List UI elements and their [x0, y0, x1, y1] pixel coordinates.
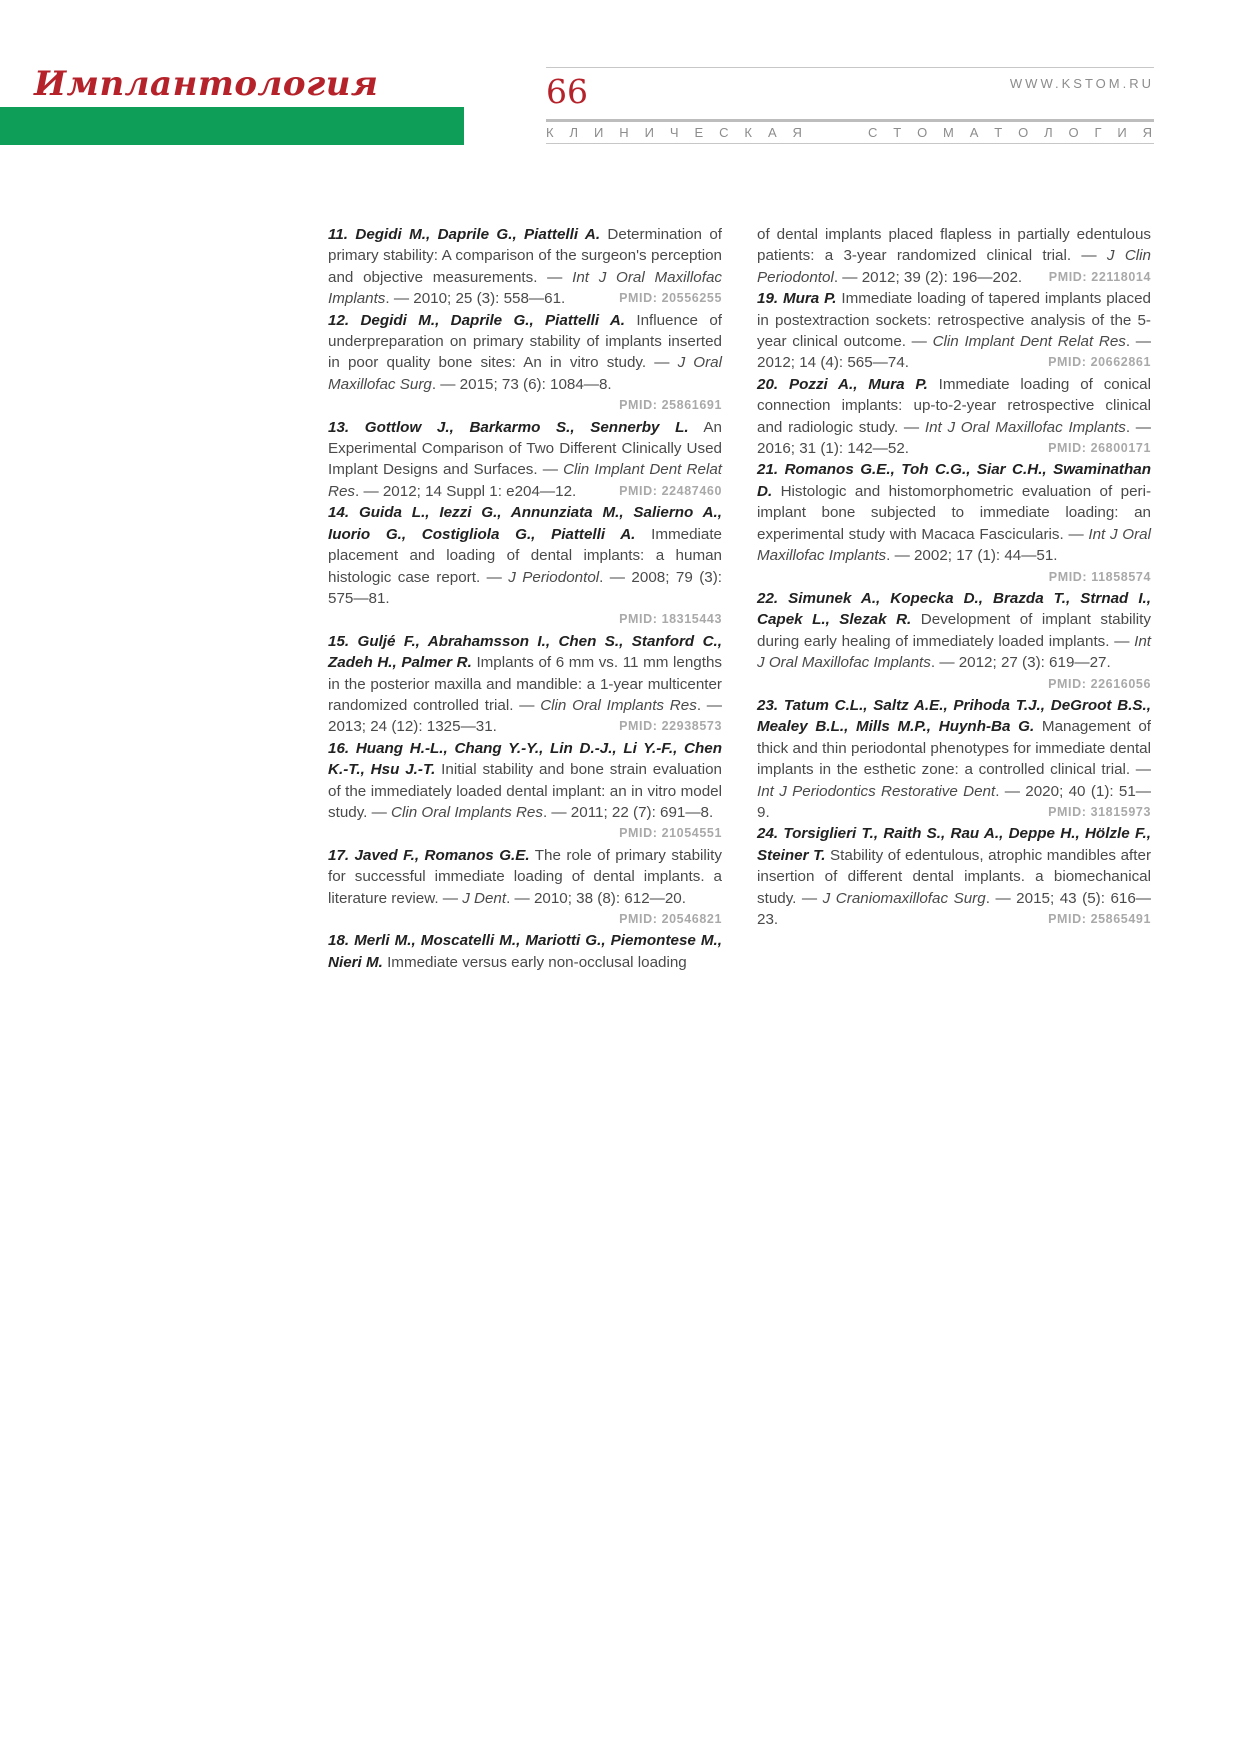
reference-item [328, 417, 722, 503]
reference-item [328, 502, 722, 630]
reference-title: Management of thick and thin periodontal phenotypes for immediate dental implants in the esthetic zone: a controlled clinical trial. — [757, 718, 1151, 779]
journal-letter: Т [893, 125, 904, 140]
reference-pmid[interactable]: PMID: 20662861 [1048, 355, 1151, 370]
journal-letter: Н [619, 125, 631, 140]
reference-journal: Clin Implant Dent Relat Res [932, 333, 1126, 351]
reference-details: . — 2012; 39 (2): 196—202. [833, 268, 1023, 286]
reference-pmid[interactable]: PMID: 11858574 [1048, 569, 1151, 584]
page-number: 66 [546, 72, 588, 111]
reference-journal: J Dent [462, 889, 507, 907]
journal-letter: М [943, 125, 956, 140]
journal-letter: А [767, 125, 779, 140]
reference-authors: 23. Tatum C.L., Saltz A.E., Prihoda T.J., DeGroot B.S., Mealey B.L., Mills M.P., Huynh-Ba G. [757, 696, 1151, 736]
reference-item [328, 738, 722, 845]
journal-letter: С [868, 125, 880, 140]
journal-letter: К [546, 125, 556, 140]
reference-item [757, 288, 1151, 374]
reference-pmid[interactable]: PMID: 25865491 [1048, 912, 1151, 926]
reference-journal: Int J Oral Maxillofac Implants [757, 525, 1151, 565]
reference-journal: J Clin Periodontol [757, 247, 1151, 286]
references-column-right [757, 224, 1151, 930]
reference-authors: 11. Degidi M., Daprile G., Piattelli A. [328, 226, 601, 243]
reference-title: An Experimental Comparison of Two Different Clinically Used Implant Designs and Surfaces. — [328, 418, 722, 479]
reference-authors: 22. Simunek A., Kopecka D., Brazda T., Strnad I., Capek L., Slezak R. [757, 589, 1151, 629]
reference-authors: 12. Degidi M., Daprile G., Piattelli A. [328, 311, 626, 329]
header-bottom-rule [546, 143, 1154, 144]
journal-letter: К [744, 125, 754, 140]
reference-authors: 17. Javed F., Romanos G.E. [328, 846, 530, 864]
reference-title: Development of implant stability during early healing of immediately loaded implants. — [757, 611, 1151, 650]
reference-details: . — 2015; 43 (5): 616—23. [757, 889, 1151, 928]
header-middle-rule [546, 119, 1154, 122]
reference-pmid[interactable]: PMID: 20546821 [619, 912, 722, 926]
section-title: Имплантология [34, 64, 379, 104]
journal-letter: Л [1044, 125, 1055, 140]
journal-letter: А [969, 125, 981, 140]
reference-details: . — 2012; 27 (3): 619—27. [930, 654, 1111, 672]
header-top-rule [546, 67, 1154, 68]
reference-title: Immediate versus early non-occlusal loading [382, 953, 687, 971]
reference-pmid[interactable]: PMID: 20556255 [619, 291, 722, 306]
journal-letter: С [719, 125, 731, 140]
reference-item [328, 845, 722, 931]
reference-journal: Int J Oral Maxillofac Implants [757, 632, 1151, 672]
reference-details: . — 2002; 17 (1): 44—51. [886, 547, 1058, 565]
journal-letter: О [1068, 125, 1081, 140]
reference-details: . — 2010; 38 (8): 612—20. [506, 889, 686, 907]
journal-letter: И [644, 125, 656, 140]
reference-authors: 19. Mura P. [757, 290, 837, 308]
reference-journal: Int J Oral Maxillofac Implants [924, 418, 1126, 436]
reference-title: Determination of primary stability: A comparison of the surgeon's perception and objective measurements. — [328, 226, 723, 286]
reference-item [328, 310, 722, 417]
reference-item [328, 930, 722, 973]
journal-letter: Я [1142, 125, 1154, 140]
reference-details: . — 2020; 40 (1): 51—9. [757, 782, 1151, 821]
reference-authors: 14. Guida L., Iezzi G., Annunziata M., Salierno A., Iuorio G., Costigliola G., Piattelli A. [328, 504, 722, 543]
reference-pmid[interactable]: PMID: 22487460 [619, 483, 722, 498]
reference-journal: J Oral Maxillofac Surg [328, 354, 722, 393]
reference-details: . — 2013; 24 (12): 1325—31. [328, 696, 722, 736]
reference-item [757, 823, 1151, 930]
reference-journal: J Periodontol [508, 568, 600, 586]
journal-letter: И [1117, 125, 1129, 140]
reference-pmid[interactable]: PMID: 22938573 [619, 719, 722, 734]
reference-details: . — 2015; 73 (6): 1084—8. [431, 375, 612, 393]
journal-letter: Е [694, 125, 706, 140]
journal-letter: О [917, 125, 930, 140]
reference-authors: 13. Gottlow J., Barkarmo S., Sennerby L. [328, 418, 689, 436]
reference-details: . — 2012; 14 (4): 565—74. [757, 333, 1151, 372]
journal-letter: Я [792, 125, 804, 140]
reference-title: of dental implants placed flapless in partially edentulous patients: a 3-year randomized clinical trial. — [757, 226, 1151, 265]
journal-name [546, 125, 1154, 140]
reference-item [757, 374, 1151, 460]
reference-authors: 15. Guljé F., Abrahamsson I., Chen S., Stanford C., Zadeh H., Palmer R. [328, 632, 722, 672]
reference-title: Immediate loading of tapered implants placed in postextraction sockets: retrospective analysis of the 5-year clinical outcome. — [757, 290, 1151, 351]
reference-authors: 16. Huang H.-L., Chang Y.-Y., Lin D.-J., Li Y.-F., Chen K.-T., Hsu J.-T. [328, 739, 722, 779]
reference-authors: 21. Romanos G.E., Toh C.G., Siar C.H., Swaminathan D. [757, 461, 1151, 500]
reference-title: Histologic and histomorphometric evaluation of peri-implant bone subjected to immediate loading: an experimental study with Macaca Fascicularis. — [757, 482, 1151, 543]
section-color-bar [0, 107, 464, 145]
reference-title: Implants of 6 mm vs. 11 mm lengths in the posterior maxilla and mandible: a 1-year multicenter randomized controlled trial. — [328, 654, 722, 714]
journal-letter: Г [1094, 125, 1104, 140]
reference-journal: Clin Implant Dent Relat Res [328, 461, 722, 500]
reference-pmid[interactable]: PMID: 25861691 [619, 398, 722, 413]
reference-details: . — 2016; 31 (1): 142—52. [757, 418, 1151, 458]
journal-letter: Ч [669, 125, 681, 140]
journal-letter: И [593, 125, 606, 140]
reference-journal: J Craniomaxillofac Surg [822, 889, 986, 907]
reference-item [757, 695, 1151, 823]
reference-authors: 24. Torsiglieri T., Raith S., Rau A., Deppe H., Hölzle F., Steiner T. [757, 825, 1151, 864]
reference-journal: Clin Oral Implants Res [391, 803, 543, 821]
journal-name-word-2 [868, 125, 1154, 140]
reference-details: . — 2008; 79 (3): 575—81. [328, 568, 723, 607]
reference-item [757, 224, 1151, 288]
journal-name-word-1 [546, 125, 804, 140]
reference-title: Immediate loading of conical connection implants: up-to-2-year retrospective clinical and radiologic study. — [757, 375, 1151, 436]
reference-authors: 18. Merli M., Moscatelli M., Mariotti G., Piemontese M., Nieri M. [328, 932, 722, 971]
reference-journal: Clin Oral Implants Res [540, 696, 697, 714]
reference-pmid[interactable]: PMID: 22616056 [1048, 676, 1151, 691]
reference-details: . — 2012; 14 Suppl 1: e204—12. [355, 482, 577, 500]
reference-pmid[interactable]: PMID: 22118014 [1048, 269, 1151, 284]
reference-details: . — 2010; 25 (3): 558—61. [385, 290, 566, 308]
journal-letter: Т [994, 125, 1005, 140]
reference-pmid[interactable]: PMID: 18315443 [619, 612, 722, 627]
reference-title: Initial stability and bone strain evaluation of the immediately loaded dental implant: an in vitro model study. — [328, 761, 722, 821]
reference-item [328, 631, 722, 738]
reference-details: . — 2011; 22 (7): 691—8. [542, 803, 714, 821]
reference-title: Stability of edentulous, atrophic mandibles after insertion of different dental implants. a biomechanical study. — [757, 846, 1152, 907]
reference-pmid[interactable]: PMID: 21054551 [619, 826, 722, 841]
reference-item [757, 459, 1151, 587]
journal-letter: Л [569, 125, 581, 140]
reference-title: Immediate placement and loading of dental implants: a human histologic case report. — [328, 525, 722, 586]
reference-journal: Int J Oral Maxillofac Implants [328, 268, 722, 308]
reference-item [757, 588, 1151, 695]
reference-pmid[interactable]: PMID: 26800171 [1048, 441, 1151, 456]
reference-title: The role of primary stability for successful immediate loading of dental implants. a literature review. — [328, 846, 722, 907]
reference-item [328, 224, 722, 310]
reference-authors: 20. Pozzi A., Mura P. [757, 375, 928, 393]
reference-title: Influence of underpreparation on primary stability of implants inserted in poor quality bone sites: An in vitro study. — [328, 311, 722, 372]
reference-journal: Int J Periodontics Restorative Dent [757, 782, 996, 800]
reference-pmid[interactable]: PMID: 31815973 [1048, 804, 1151, 819]
site-url[interactable]: WWW.KSTOM.RU [1009, 76, 1154, 91]
references-column-left [328, 224, 722, 973]
journal-letter: О [1018, 125, 1031, 140]
